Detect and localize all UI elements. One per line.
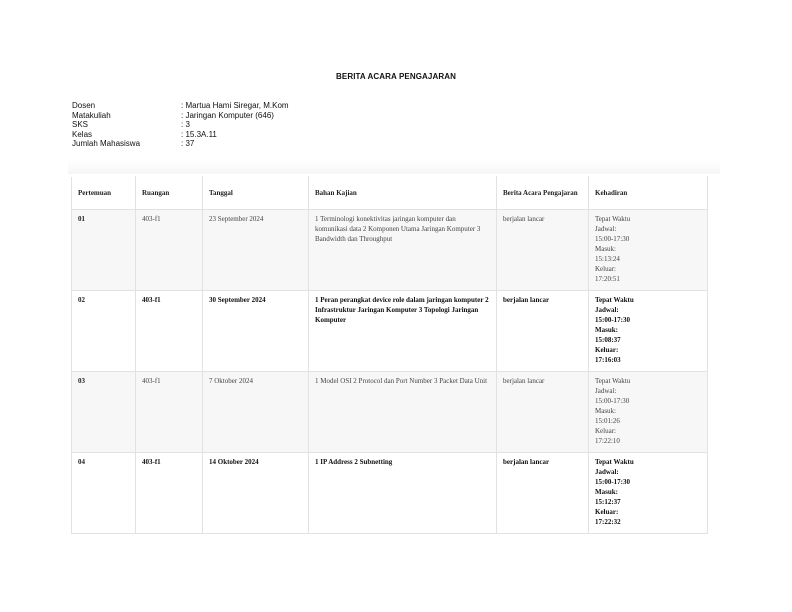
info-row-dosen <box>72 101 289 111</box>
attendance-table <box>71 176 708 534</box>
table-row <box>72 453 708 534</box>
cell-tanggal: 30 September 2024 <box>203 291 309 372</box>
cell-berita-acara: berjalan lancar <box>497 453 589 534</box>
kehadiran-keluar-label: Keluar: <box>595 508 619 516</box>
info-value: : Jaringan Komputer (646) <box>181 110 274 120</box>
info-row-kelas <box>72 130 289 140</box>
kehadiran-status: Tepat Waktu <box>595 296 634 304</box>
cell-ruangan: 403-f1 <box>136 453 203 534</box>
info-label: Kelas <box>72 129 93 139</box>
col-header-pertemuan: Pertemuan <box>72 177 136 210</box>
kehadiran-keluar-label: Keluar: <box>595 346 619 354</box>
table-header-row <box>72 177 708 210</box>
cell-berita-acara: berjalan lancar <box>497 291 589 372</box>
cell-bahan-kajian: 1 Peran perangkat device role dalam jaringan komputer 2 Infrastruktur Jaringan Komputer 3 Topologi Jaringan Komputer <box>309 291 497 372</box>
info-label: Matakuliah <box>72 110 111 120</box>
kehadiran-keluar-label: Keluar: <box>595 265 616 273</box>
cell-tanggal: 14 Oktober 2024 <box>203 453 309 534</box>
cell-ruangan: 403-f1 <box>136 291 203 372</box>
info-label: Jumlah Mahasiswa <box>72 139 141 149</box>
kehadiran-jadwal-label: Jadwal: <box>595 225 617 233</box>
col-header-berita-acara: Berita Acara Pengajaran <box>497 177 589 210</box>
info-row-jumlah-mahasiswa <box>72 139 289 149</box>
cell-ruangan: 403-f1 <box>136 210 203 291</box>
kehadiran-status: Tepat Waktu <box>595 458 634 466</box>
kehadiran-keluar: 17:22:10 <box>595 437 620 445</box>
col-header-kehadiran: Kehadiran <box>589 177 708 210</box>
info-row-matakuliah <box>72 111 289 121</box>
kehadiran-keluar: 17:16:03 <box>595 356 621 364</box>
kehadiran-keluar-label: Keluar: <box>595 427 616 435</box>
kehadiran-masuk: 15:08:37 <box>595 336 621 344</box>
kehadiran-keluar: 17:20:51 <box>595 275 620 283</box>
cell-kehadiran <box>589 372 708 453</box>
cell-bahan-kajian: 1 Terminologi konektivitas jaringan komputer dan komunikasi data 2 Komponen Utama Jaringan Komputer 3 Bandwidth dan Throughput <box>309 210 497 291</box>
cell-berita-acara: berjalan lancar <box>497 372 589 453</box>
kehadiran-masuk: 15:13:24 <box>595 255 620 263</box>
info-value: : 37 <box>181 139 195 149</box>
info-value: : 3 <box>181 120 190 130</box>
cell-tanggal: 7 Oktober 2024 <box>203 372 309 453</box>
cell-kehadiran <box>589 453 708 534</box>
kehadiran-masuk: 15:12:37 <box>595 498 621 506</box>
cell-pertemuan: 03 <box>72 372 136 453</box>
table-row <box>72 372 708 453</box>
cell-pertemuan: 04 <box>72 453 136 534</box>
cell-ruangan: 403-f1 <box>136 372 203 453</box>
table-top-shadow <box>68 160 720 174</box>
info-label: SKS <box>72 120 89 130</box>
info-label: Dosen <box>72 101 96 110</box>
table-row <box>72 291 708 372</box>
cell-kehadiran <box>589 291 708 372</box>
cell-bahan-kajian: 1 Model OSI 2 Protocol dan Port Number 3 Packet Data Unit <box>309 372 497 453</box>
kehadiran-jadwal: 15:00-17:30 <box>595 397 630 405</box>
cell-tanggal: 23 September 2024 <box>203 210 309 291</box>
col-header-ruangan: Ruangan <box>136 177 203 210</box>
kehadiran-status: Tepat Waktu <box>595 377 631 385</box>
kehadiran-jadwal: 15:00-17:30 <box>595 316 630 324</box>
kehadiran-masuk-label: Masuk: <box>595 407 616 415</box>
kehadiran-keluar: 17:22:32 <box>595 518 621 526</box>
cell-pertemuan: 01 <box>72 210 136 291</box>
col-header-bahan-kajian: Bahan Kajian <box>309 177 497 210</box>
kehadiran-jadwal-label: Jadwal: <box>595 468 619 476</box>
kehadiran-masuk: 15:01:26 <box>595 417 620 425</box>
cell-pertemuan: 02 <box>72 291 136 372</box>
kehadiran-masuk-label: Masuk: <box>595 488 618 496</box>
cell-berita-acara: berjalan lancar <box>497 210 589 291</box>
kehadiran-jadwal: 15:00-17:30 <box>595 478 630 486</box>
info-row-sks <box>72 120 289 130</box>
table-row <box>72 210 708 291</box>
kehadiran-masuk-label: Masuk: <box>595 326 618 334</box>
cell-kehadiran <box>589 210 708 291</box>
col-header-tanggal: Tanggal <box>203 177 309 210</box>
page-title: BERITA ACARA PENGAJARAN <box>336 72 456 81</box>
kehadiran-status: Tepat Waktu <box>595 215 631 223</box>
kehadiran-jadwal-label: Jadwal: <box>595 387 617 395</box>
kehadiran-jadwal-label: Jadwal: <box>595 306 619 314</box>
course-info <box>72 101 289 149</box>
kehadiran-masuk-label: Masuk: <box>595 245 616 253</box>
cell-bahan-kajian: 1 IP Address 2 Subnetting <box>309 453 497 534</box>
info-value: : Martua Hami Siregar, M.Kom <box>181 101 289 110</box>
info-value: : 15.3A.11 <box>181 129 217 139</box>
kehadiran-jadwal: 15:00-17:30 <box>595 235 630 243</box>
